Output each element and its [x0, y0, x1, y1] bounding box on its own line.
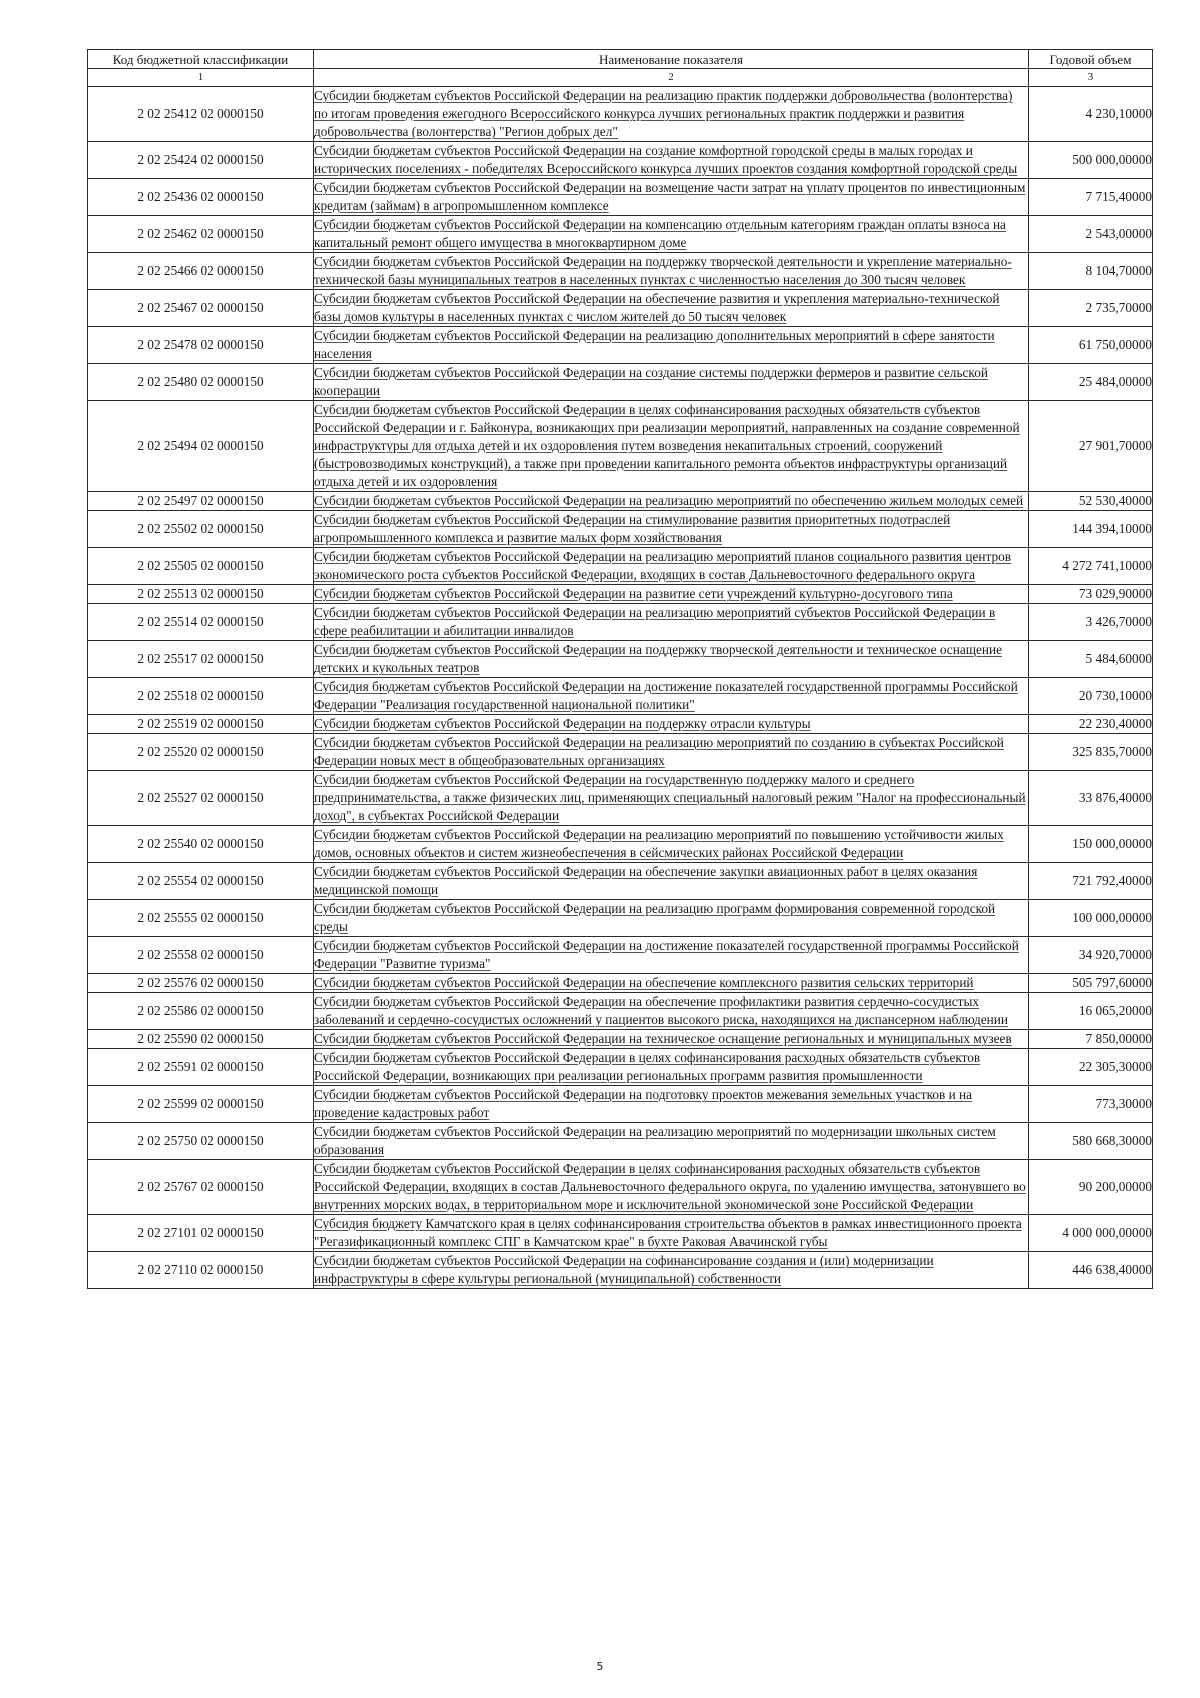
- annual-amount-cell: 61 750,00000: [1029, 327, 1153, 364]
- indicator-name-text: Субсидии бюджетам субъектов Российской Федерации на софинансирование создания и (или) модернизации инфраструктуры в сфере культуры региональной (муниципальной) собственности: [314, 1253, 934, 1286]
- annual-amount-cell: 22 305,30000: [1029, 1049, 1153, 1086]
- indicator-name-cell: [314, 734, 1029, 771]
- indicator-name-cell: [314, 993, 1029, 1030]
- indicator-name-text: Субсидии бюджетам субъектов Российской Федерации на достижение показателей государственной программы Российской Федерации "Развитие туризма": [314, 938, 1019, 971]
- annual-amount-cell: 4 272 741,10000: [1029, 548, 1153, 585]
- indicator-name-text: Субсидии бюджетам субъектов Российской Федерации на государственную поддержку малого и среднего предпринимательства, а также физических лиц, применяющих специальный налоговый режим "Налог на профессиональный доход", в субъектах Российской Федерации: [314, 772, 1026, 823]
- annual-amount-cell: 325 835,70000: [1029, 734, 1153, 771]
- indicator-name-text: Субсидии бюджетам субъектов Российской Федерации на техническое оснащение региональных и муниципальных музеев: [314, 1031, 1012, 1046]
- table-row: [88, 1086, 1153, 1123]
- indicator-name-cell: [314, 548, 1029, 585]
- indicator-name-text: Субсидии бюджетам субъектов Российской Федерации на стимулирование развития приоритетных подотраслей агропромышленного комплекса и развитие малых форм хозяйствования: [314, 512, 951, 545]
- table-row: [88, 863, 1153, 900]
- budget-code-cell: 2 02 25513 02 0000150: [88, 585, 314, 604]
- indicator-name-cell: [314, 826, 1029, 863]
- annual-amount-cell: 4 000 000,00000: [1029, 1215, 1153, 1252]
- indicator-name-cell: [314, 974, 1029, 993]
- annual-amount-cell: 505 797,60000: [1029, 974, 1153, 993]
- budget-code-cell: 2 02 27101 02 0000150: [88, 1215, 314, 1252]
- table-row: [88, 715, 1153, 734]
- header-number-2: 2: [314, 69, 1029, 87]
- budget-code-cell: 2 02 25505 02 0000150: [88, 548, 314, 585]
- table-row: [88, 937, 1153, 974]
- header-name: Наименование показателя: [314, 50, 1029, 69]
- indicator-name-text: Субсидии бюджетам субъектов Российской Федерации на реализацию дополнительных мероприятий в сфере занятости населения: [314, 328, 995, 361]
- annual-amount-cell: 773,30000: [1029, 1086, 1153, 1123]
- annual-amount-cell: 22 230,40000: [1029, 715, 1153, 734]
- annual-amount-cell: 580 668,30000: [1029, 1123, 1153, 1160]
- indicator-name-cell: [314, 1123, 1029, 1160]
- table-row: [88, 1030, 1153, 1049]
- table-row: [88, 974, 1153, 993]
- annual-amount-cell: 150 000,00000: [1029, 826, 1153, 863]
- budget-code-cell: 2 02 25497 02 0000150: [88, 492, 314, 511]
- header-code: Код бюджетной классификации: [88, 50, 314, 69]
- indicator-name-text: Субсидии бюджетам субъектов Российской Федерации на реализацию программ формирования современной городской среды: [314, 901, 996, 934]
- budget-code-cell: 2 02 25424 02 0000150: [88, 142, 314, 179]
- indicator-name-cell: [314, 327, 1029, 364]
- header-number-1: 1: [88, 69, 314, 87]
- indicator-name-cell: [314, 678, 1029, 715]
- table-row: [88, 678, 1153, 715]
- table-row: [88, 327, 1153, 364]
- budget-code-cell: 2 02 25527 02 0000150: [88, 771, 314, 826]
- indicator-name-cell: [314, 715, 1029, 734]
- indicator-name-text: Субсидии бюджетам субъектов Российской Федерации на реализацию мероприятий по обеспечению жильем молодых семей: [314, 493, 1024, 508]
- budget-code-cell: 2 02 25576 02 0000150: [88, 974, 314, 993]
- table-row: [88, 1252, 1153, 1289]
- annual-amount-cell: 4 230,10000: [1029, 87, 1153, 142]
- table-row: [88, 900, 1153, 937]
- indicator-name-text: Субсидии бюджетам субъектов Российской Федерации на обеспечение закупки авиационных работ в целях оказания медицинской помощи: [314, 864, 978, 897]
- budget-code-cell: 2 02 25554 02 0000150: [88, 863, 314, 900]
- budget-table: [87, 49, 1153, 1289]
- budget-code-cell: 2 02 25586 02 0000150: [88, 993, 314, 1030]
- table-row: [88, 771, 1153, 826]
- indicator-name-cell: [314, 1160, 1029, 1215]
- indicator-name-text: Субсидии бюджетам субъектов Российской Федерации на поддержку творческой деятельности и укрепление материально-технической базы муниципальных театров в населенных пунктах с численностью населения до 300 тысяч человек: [314, 254, 1012, 287]
- budget-code-cell: 2 02 25494 02 0000150: [88, 401, 314, 492]
- indicator-name-cell: [314, 364, 1029, 401]
- indicator-name-cell: [314, 492, 1029, 511]
- budget-code-cell: 2 02 25555 02 0000150: [88, 900, 314, 937]
- header-row: [88, 50, 1153, 69]
- annual-amount-cell: 8 104,70000: [1029, 253, 1153, 290]
- indicator-name-cell: [314, 771, 1029, 826]
- budget-code-cell: 2 02 25502 02 0000150: [88, 511, 314, 548]
- annual-amount-cell: 446 638,40000: [1029, 1252, 1153, 1289]
- table-row: [88, 641, 1153, 678]
- indicator-name-text: Субсидии бюджетам субъектов Российской Федерации на реализацию мероприятий планов социального развития центров экономического роста субъектов Российской Федерации, входящих в состав Дальневосточного федерального округа: [314, 549, 1012, 582]
- budget-code-cell: 2 02 25412 02 0000150: [88, 87, 314, 142]
- indicator-name-text: Субсидии бюджетам субъектов Российской Федерации на создание комфортной городской среды в малых городах и исторических поселениях - победителях Всероссийского конкурса лучших проектов создания комфортной городской среды: [314, 143, 1018, 176]
- indicator-name-cell: [314, 290, 1029, 327]
- indicator-name-cell: [314, 1252, 1029, 1289]
- table-row: [88, 826, 1153, 863]
- indicator-name-cell: [314, 641, 1029, 678]
- budget-code-cell: 2 02 25590 02 0000150: [88, 1030, 314, 1049]
- annual-amount-cell: 5 484,60000: [1029, 641, 1153, 678]
- indicator-name-text: Субсидии бюджетам субъектов Российской Федерации на поддержку творческой деятельности и техническое оснащение детских и кукольных театров: [314, 642, 1003, 675]
- indicator-name-cell: [314, 585, 1029, 604]
- annual-amount-cell: 2 543,00000: [1029, 216, 1153, 253]
- table-row: [88, 1049, 1153, 1086]
- table-row: [88, 1215, 1153, 1252]
- indicator-name-text: Субсидии бюджетам субъектов Российской Федерации на реализацию практик поддержки добровольчества (волонтерства) по итогам проведения ежегодного Всероссийского конкурса лучших региональных практик поддержки и развития добровольчества (волонтерства) "Регион добрых дел": [314, 88, 1013, 139]
- indicator-name-cell: [314, 253, 1029, 290]
- indicator-name-cell: [314, 216, 1029, 253]
- table-row: [88, 585, 1153, 604]
- budget-code-cell: 2 02 25540 02 0000150: [88, 826, 314, 863]
- table-row: [88, 290, 1153, 327]
- indicator-name-cell: [314, 900, 1029, 937]
- table-row: [88, 216, 1153, 253]
- budget-code-cell: 2 02 25480 02 0000150: [88, 364, 314, 401]
- annual-amount-cell: 27 901,70000: [1029, 401, 1153, 492]
- annual-amount-cell: 16 065,20000: [1029, 993, 1153, 1030]
- table-row: [88, 604, 1153, 641]
- page-number: 5: [596, 1660, 604, 1673]
- indicator-name-text: Субсидии бюджетам субъектов Российской Федерации на реализацию мероприятий по созданию в субъектах Российской Федерации новых мест в общеобразовательных организациях: [314, 735, 1004, 768]
- table-row: [88, 87, 1153, 142]
- indicator-name-cell: [314, 87, 1029, 142]
- table-row: [88, 1160, 1153, 1215]
- table-row: [88, 179, 1153, 216]
- annual-amount-cell: 34 920,70000: [1029, 937, 1153, 974]
- indicator-name-cell: [314, 142, 1029, 179]
- table-body: [88, 87, 1153, 1289]
- annual-amount-cell: 7 715,40000: [1029, 179, 1153, 216]
- budget-code-cell: 2 02 25518 02 0000150: [88, 678, 314, 715]
- table-row: [88, 993, 1153, 1030]
- budget-code-cell: 2 02 25478 02 0000150: [88, 327, 314, 364]
- indicator-name-text: Субсидии бюджетам субъектов Российской Федерации на поддержку отрасли культуры: [314, 716, 811, 731]
- budget-code-cell: 2 02 25467 02 0000150: [88, 290, 314, 327]
- annual-amount-cell: 20 730,10000: [1029, 678, 1153, 715]
- table-row: [88, 1123, 1153, 1160]
- indicator-name-text: Субсидии бюджетам субъектов Российской Федерации в целях софинансирования расходных обязательств субъектов Российской Федерации, входящих в состав Дальневосточного федерального округа, по удалению имущества, затонувшего во внутренних морских водах, в территориальном море и исключительной экономической зоне Российской Федерации: [314, 1161, 1026, 1212]
- annual-amount-cell: 25 484,00000: [1029, 364, 1153, 401]
- annual-amount-cell: 3 426,70000: [1029, 604, 1153, 641]
- header-amount: Годовой объем: [1029, 50, 1153, 69]
- indicator-name-text: Субсидии бюджетам субъектов Российской Федерации в целях софинансирования расходных обязательств субъектов Российской Федерации и г. Байконура, возникающих при реализации мероприятий, направленных на создание современной инфраструктуры для отдыха детей и их оздоровления путем возведения некапитальных строений, сооружений (быстровозводимых конструкций), а также при проведении капитального ремонта объектов инфраструктуры организаций отдыха детей и их оздоровления: [314, 402, 1020, 489]
- annual-amount-cell: 144 394,10000: [1029, 511, 1153, 548]
- indicator-name-cell: [314, 863, 1029, 900]
- indicator-name-text: Субсидии бюджетам субъектов Российской Федерации на обеспечение развития и укрепления материально-технической базы домов культуры в населенных пунктах с числом жителей до 50 тысяч человек: [314, 291, 1000, 324]
- budget-code-cell: 2 02 25750 02 0000150: [88, 1123, 314, 1160]
- table-row: [88, 364, 1153, 401]
- indicator-name-text: Субсидии бюджетам субъектов Российской Федерации на подготовку проектов межевания земельных участков и на проведение кадастровых работ: [314, 1087, 973, 1120]
- indicator-name-text: Субсидии бюджетам субъектов Российской Федерации на реализацию мероприятий по модернизации школьных систем образования: [314, 1124, 996, 1157]
- annual-amount-cell: 100 000,00000: [1029, 900, 1153, 937]
- table-row: [88, 548, 1153, 585]
- indicator-name-text: Субсидия бюджету Камчатского края в целях софинансирования строительства объектов в рамках инвестиционного проекта "Регазификационный комплекс СПГ в Камчатском крае" в бухте Раковая Авачинской губы: [314, 1216, 1022, 1249]
- indicator-name-text: Субсидии бюджетам субъектов Российской Федерации на компенсацию отдельным категориям граждан оплаты взноса на капитальный ремонт общего имущества в многоквартирном доме: [314, 217, 1006, 250]
- table-row: [88, 401, 1153, 492]
- indicator-name-text: Субсидии бюджетам субъектов Российской Федерации на возмещение части затрат на уплату процентов по инвестиционным кредитам (займам) в агропромышленном комплексе: [314, 180, 1026, 213]
- indicator-name-cell: [314, 1049, 1029, 1086]
- table-row: [88, 142, 1153, 179]
- header-number-row: [88, 69, 1153, 87]
- budget-code-cell: 2 02 25466 02 0000150: [88, 253, 314, 290]
- indicator-name-text: Субсидии бюджетам субъектов Российской Федерации на создание системы поддержки фермеров и развитие сельской кооперации: [314, 365, 988, 398]
- budget-code-cell: 2 02 25558 02 0000150: [88, 937, 314, 974]
- annual-amount-cell: 7 850,00000: [1029, 1030, 1153, 1049]
- indicator-name-text: Субсидии бюджетам субъектов Российской Федерации на развитие сети учреждений культурно-досугового типа: [314, 586, 953, 601]
- table-row: [88, 734, 1153, 771]
- budget-code-cell: 2 02 25462 02 0000150: [88, 216, 314, 253]
- budget-code-cell: 2 02 25599 02 0000150: [88, 1086, 314, 1123]
- annual-amount-cell: 721 792,40000: [1029, 863, 1153, 900]
- indicator-name-text: Субсидии бюджетам субъектов Российской Федерации на реализацию мероприятий по повышению устойчивости жилых домов, основных объектов и систем жизнеобеспечения в сейсмических районах Российской Федерации: [314, 827, 1004, 860]
- header-number-3: 3: [1029, 69, 1153, 87]
- indicator-name-cell: [314, 1086, 1029, 1123]
- indicator-name-text: Субсидии бюджетам субъектов Российской Федерации на обеспечение комплексного развития сельских территорий: [314, 975, 974, 990]
- indicator-name-cell: [314, 401, 1029, 492]
- indicator-name-cell: [314, 179, 1029, 216]
- indicator-name-cell: [314, 604, 1029, 641]
- indicator-name-cell: [314, 1030, 1029, 1049]
- indicator-name-cell: [314, 937, 1029, 974]
- annual-amount-cell: 2 735,70000: [1029, 290, 1153, 327]
- annual-amount-cell: 73 029,90000: [1029, 585, 1153, 604]
- budget-code-cell: 2 02 25519 02 0000150: [88, 715, 314, 734]
- budget-code-cell: 2 02 25520 02 0000150: [88, 734, 314, 771]
- budget-code-cell: 2 02 25514 02 0000150: [88, 604, 314, 641]
- annual-amount-cell: 33 876,40000: [1029, 771, 1153, 826]
- budget-code-cell: 2 02 27110 02 0000150: [88, 1252, 314, 1289]
- indicator-name-text: Субсидии бюджетам субъектов Российской Федерации на обеспечение профилактики развития сердечно-сосудистых заболеваний и сердечно-сосудистых осложнений у пациентов высокого риска, находящихся на диспансерном наблюдении: [314, 994, 1008, 1027]
- indicator-name-text: Субсидии бюджетам субъектов Российской Федерации в целях софинансирования расходных обязательств субъектов Российской Федерации, возникающих при реализации региональных программ развития промышленности: [314, 1050, 981, 1083]
- annual-amount-cell: 500 000,00000: [1029, 142, 1153, 179]
- indicator-name-cell: [314, 511, 1029, 548]
- table-row: [88, 492, 1153, 511]
- budget-code-cell: 2 02 25591 02 0000150: [88, 1049, 314, 1086]
- annual-amount-cell: 90 200,00000: [1029, 1160, 1153, 1215]
- indicator-name-text: Субсидии бюджетам субъектов Российской Федерации на реализацию мероприятий субъектов Российской Федерации в сфере реабилитации и абилитации инвалидов: [314, 605, 996, 638]
- budget-code-cell: 2 02 25767 02 0000150: [88, 1160, 314, 1215]
- annual-amount-cell: 52 530,40000: [1029, 492, 1153, 511]
- budget-code-cell: 2 02 25436 02 0000150: [88, 179, 314, 216]
- budget-code-cell: 2 02 25517 02 0000150: [88, 641, 314, 678]
- indicator-name-cell: [314, 1215, 1029, 1252]
- indicator-name-text: Субсидия бюджетам субъектов Российской Федерации на достижение показателей государственной программы Российской Федерации "Реализация государственной национальной политики": [314, 679, 1018, 712]
- table-row: [88, 253, 1153, 290]
- table-row: [88, 511, 1153, 548]
